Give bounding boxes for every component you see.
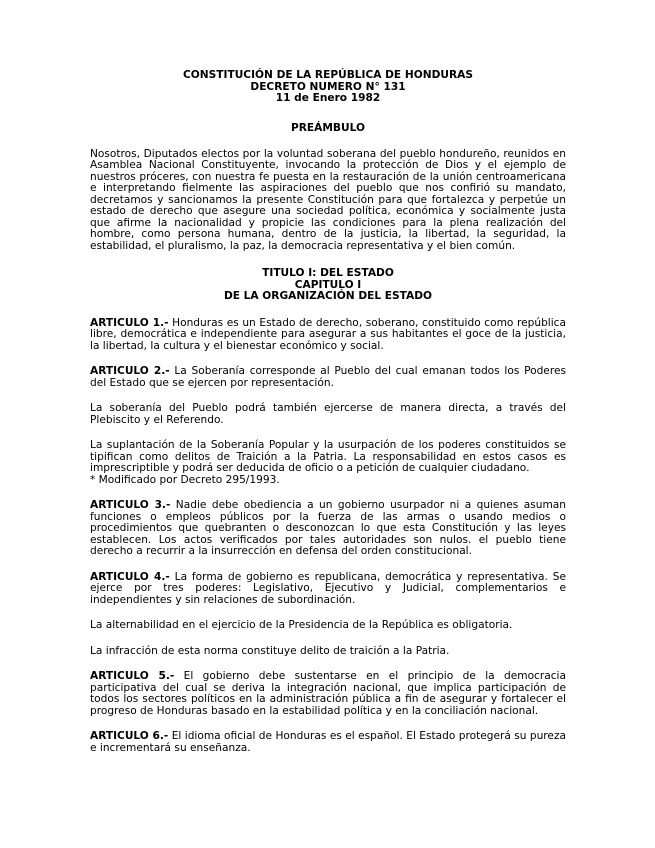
article-2-amendment-note: * Modificado por Decreto 295/1993. (90, 473, 280, 486)
article-1 (90, 318, 566, 353)
article-2-label: ARTICULO 2.- (90, 365, 170, 377)
article-2-text: La Soberanía corresponde al Pueblo del cual emanan todos los Poderes del Estado que se ejercen por representación. (90, 365, 566, 389)
capitulo-name-line: DE LA ORGANIZACIÓN DEL ESTADO (223, 290, 433, 302)
article-3-label: ARTICULO 3.- (90, 499, 171, 511)
article-5 (90, 671, 566, 717)
article-6-label: ARTICULO 6.- (90, 730, 169, 742)
article-4-paragraph-2: La alternabilidad en el ejercicio de la Presidencia de la República es obligatoria. (90, 619, 513, 631)
document-title (90, 70, 566, 105)
preamble-heading: PREÁMBULO (291, 121, 365, 134)
article-2-paragraph-2: La soberanía del Pueblo podrá también ejercerse de manera directa, a través del Plebiscito y el Referendo. (90, 402, 566, 426)
article-5-label: ARTICULO 5.- (90, 670, 175, 682)
capitulo-line: CAPITULO I (294, 278, 362, 291)
title-line-constitution: CONSTITUCIÓN DE LA REPÚBLICA DE HONDURAS (183, 69, 473, 81)
article-5-text: El gobierno debe sustentarse en el principio de la democracia participativa del cual se deriva la integración nacional, que implica participación de todos los sectores políticos en la administración pública a fin de asegurar y fortalecer el progreso de Honduras basado en la estabilidad política y en la conciliación nacional. (90, 670, 566, 717)
article-2 (90, 366, 566, 389)
article-3-text: Nadie debe obediencia a un gobierno usurpador ni a quienes asuman funciones o empleos públicos por la fuerza de las armas o usando medios o procedimientos que quebranten o desconozcan lo que esta Constitución y las leyes establecen. Los actos verificados por tales autoridades son nulos. el pueblo tiene derecho a recurrir a la insurrección en defensa del orden constitucional. (90, 499, 566, 557)
section-title (90, 268, 566, 303)
article-6 (90, 731, 566, 754)
article-4-text: La forma de gobierno es republicana, democrática y representativa. Se ejerce por tres poderes: Legislativo, Ejecutivo y Judicial, complementarios e independientes y sin relaciones de subordinación. (90, 570, 566, 606)
title-line-date: 11 de Enero 1982 (275, 92, 381, 104)
article-1-text: Honduras es un Estado de derecho, soberano, constituido como república libre, democrática e independiente para asegurar a sus habitantes el goce de la justicia, la libertad, la cultura y el bienestar económico y social. (90, 316, 566, 352)
preamble-text: Nosotros, Diputados electos por la voluntad soberana del pueblo hondureño, reunidos en Asamblea Nacional Constituyente, invocando la protección de Dios y el ejemplo de nuestros próceres, con nuestra fe puesta en la restauración de la unión centroamericana e interpretando fielmente las aspiraciones del pueblo que nos confirió su mandato, decretamos y sancionamos la presente Constitución para que fortalezca y perpetúe un estado de derecho que asegure una sociedad política, económica y socialmente justa que afirme la nacionalidad y propicie las condiciones para la plena realización del hombre, como persona humana, dentro de la justicia, la libertad, la seguridad, la estabilidad, el pluralismo, la paz, la democracia representativa y el bien común. (90, 147, 566, 252)
article-4-paragraph-3: La infracción de esta norma constituye delito de traición a la Patria. (90, 644, 450, 657)
article-1-label: ARTICULO 1.- (90, 316, 169, 329)
document-content (90, 70, 566, 754)
article-4-label: ARTICULO 4.- (90, 570, 170, 583)
article-6-text: El idioma oficial de Honduras es el español. El Estado protegerá su pureza e incrementará su enseñanza. (90, 730, 567, 754)
article-2-paragraph-3: La suplantación de la Soberanía Popular y la usurpación de los poderes constituidos se tipifican como delitos de Traición a la Patria. La responsabilidad en estos casos es imprescriptible y podrá ser deducida de oficio o a petición de cualquier ciudadano. (90, 439, 566, 474)
article-3 (90, 500, 566, 558)
titulo-line: TITULO I: DEL ESTADO (262, 267, 394, 279)
title-line-decree: DECRETO NUMERO N° 131 (250, 80, 406, 93)
article-4 (90, 572, 566, 607)
